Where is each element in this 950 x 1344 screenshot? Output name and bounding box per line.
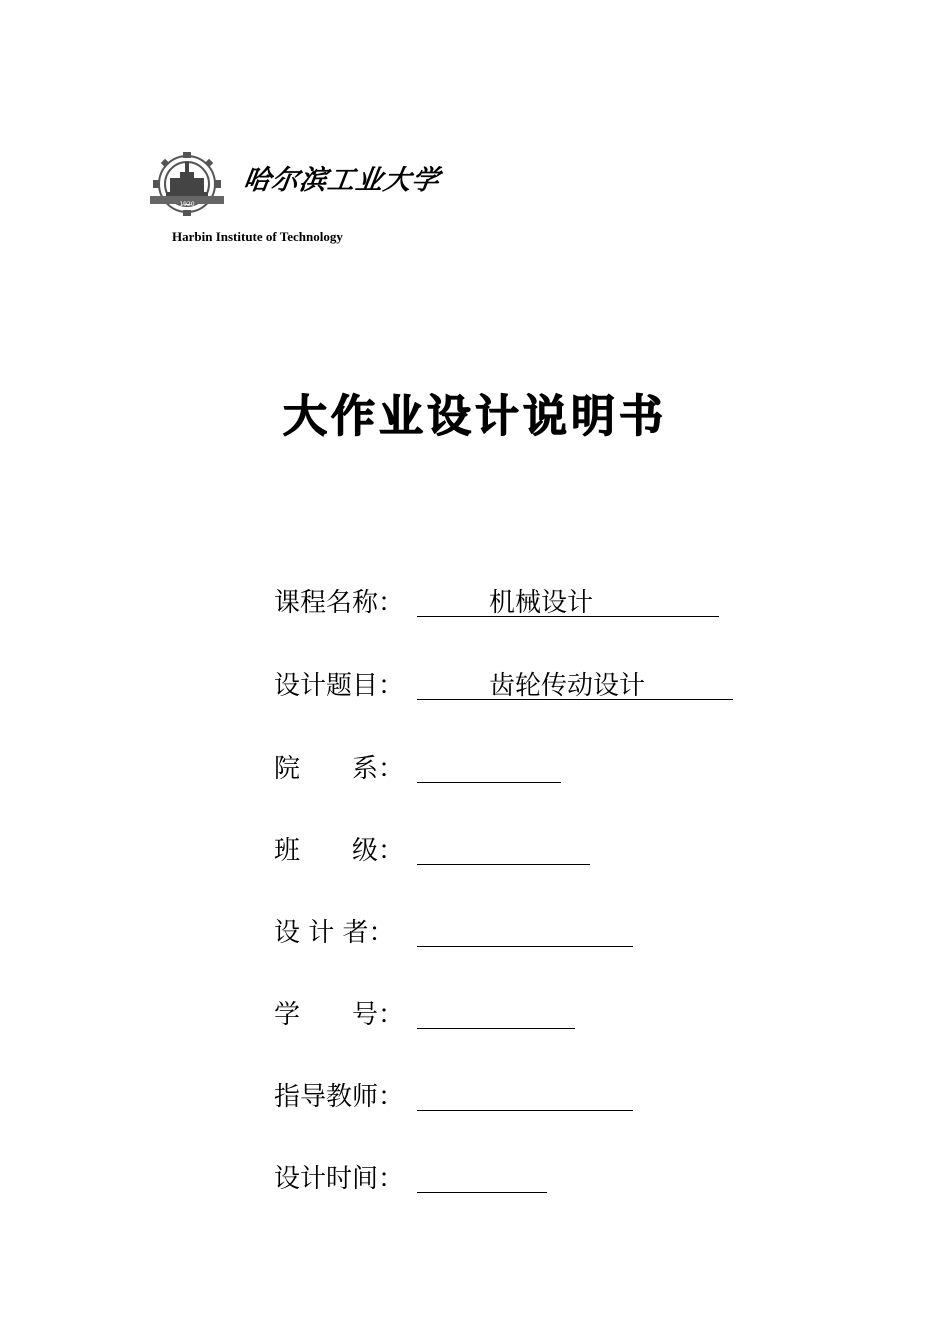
university-emblem-icon <box>148 150 226 220</box>
university-name-en: Harbin Institute of Technology <box>172 229 343 244</box>
student-id-label: 学 号： <box>274 1000 405 1030</box>
date-field[interactable] <box>417 1192 547 1193</box>
course-label: 课程名称： <box>274 588 405 618</box>
university-name-cn: 哈尔滨工业大学 <box>241 165 442 196</box>
department-field[interactable] <box>417 782 561 783</box>
department-label: 院 系： <box>274 754 405 784</box>
advisor-label: 指导教师： <box>274 1082 405 1112</box>
student-id-field[interactable] <box>417 1028 575 1029</box>
designer-field[interactable] <box>417 946 633 947</box>
svg-text:1920: 1920 <box>179 201 195 208</box>
topic-value: 齿轮传动设计 <box>489 671 646 701</box>
class-field[interactable] <box>417 864 590 865</box>
university-logo-block <box>148 150 468 250</box>
advisor-field[interactable] <box>417 1110 633 1111</box>
class-label: 班 级： <box>274 836 405 866</box>
designer-label: 设 计 者： <box>274 918 395 948</box>
course-value: 机械设计 <box>489 588 594 618</box>
date-label: 设计时间： <box>274 1164 405 1194</box>
document-title: 大作业设计说明书 <box>283 391 667 442</box>
topic-label: 设计题目： <box>274 671 405 701</box>
